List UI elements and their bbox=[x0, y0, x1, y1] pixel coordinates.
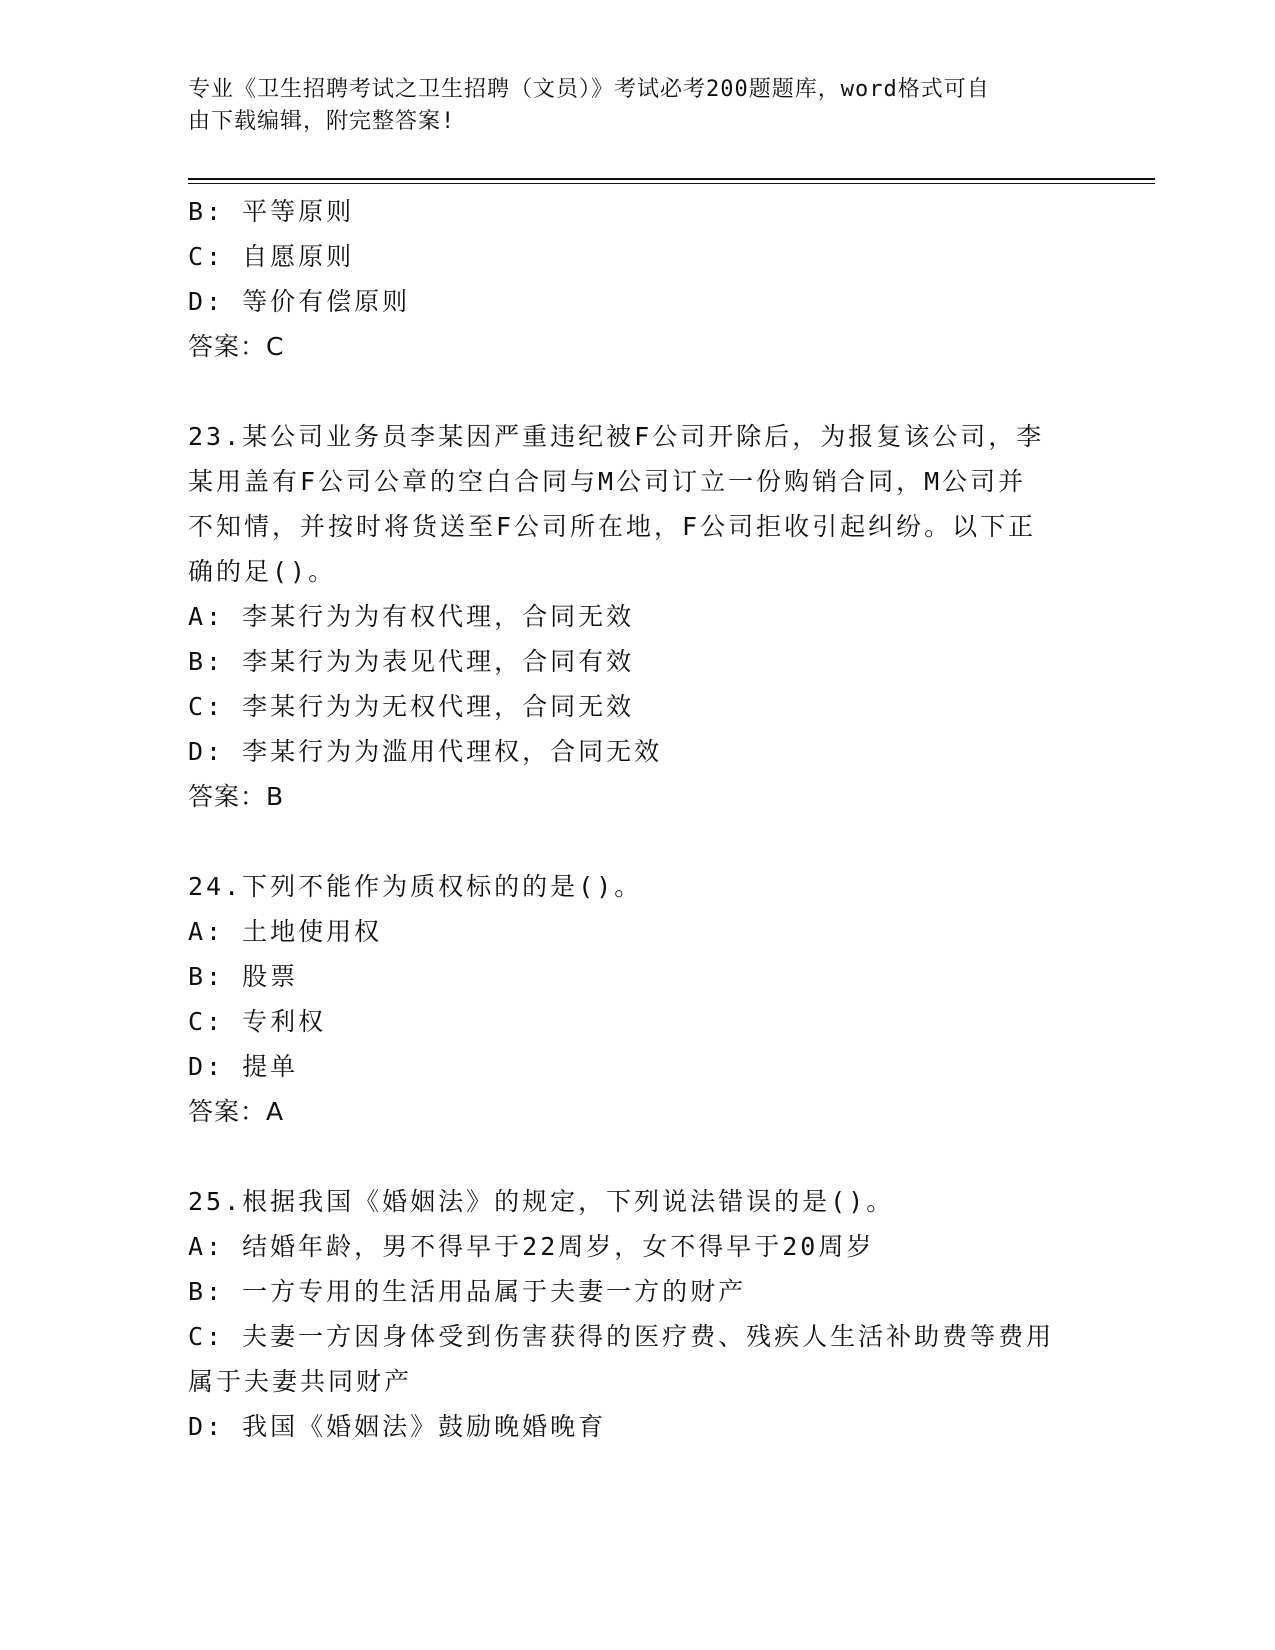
question-stem-line: 23.某公司业务员李某因严重违纪被F公司开除后，为报复该公司，李 bbox=[188, 422, 1045, 451]
option-b: B: 平等原则 bbox=[188, 197, 355, 226]
question-stem-line: 24.下列不能作为质权标的的是()。 bbox=[188, 872, 643, 901]
question-stem-line: 不知情，并按时将货送至F公司所在地，F公司拒收引起纠纷。以下正 bbox=[188, 512, 1037, 541]
question-23 bbox=[188, 414, 1088, 819]
spacer bbox=[188, 819, 1088, 864]
question-list bbox=[188, 189, 1088, 1449]
question-stem-line: 某用盖有F公司公章的空白合同与M公司订立一份购销合同，M公司并 bbox=[188, 467, 1027, 496]
answer-label: 答案：A bbox=[188, 1097, 285, 1126]
option-d: D: 我国《婚姻法》鼓励晚婚晚育 bbox=[188, 1412, 607, 1441]
option-c-continued: 属于夫妻共同财产 bbox=[188, 1367, 413, 1396]
option-b: B: 李某行为为表见代理，合同有效 bbox=[188, 647, 635, 676]
question-22-continued bbox=[188, 189, 1088, 369]
question-25 bbox=[188, 1179, 1088, 1449]
spacer bbox=[188, 369, 1088, 414]
option-a: A: 结婚年龄，男不得早于22周岁，女不得早于20周岁 bbox=[188, 1232, 875, 1261]
option-a: A: 李某行为为有权代理，合同无效 bbox=[188, 602, 635, 631]
question-24 bbox=[188, 864, 1088, 1134]
header-divider-thin bbox=[188, 183, 1155, 184]
document-header bbox=[188, 74, 1088, 138]
option-d: D: 李某行为为滥用代理权，合同无效 bbox=[188, 737, 663, 766]
option-b: B: 股票 bbox=[188, 962, 299, 991]
answer-label: 答案：B bbox=[188, 782, 285, 811]
option-c: C: 自愿原则 bbox=[188, 242, 355, 271]
option-c: C: 专利权 bbox=[188, 1007, 327, 1036]
option-c: C: 李某行为为无权代理，合同无效 bbox=[188, 692, 635, 721]
option-a: A: 土地使用权 bbox=[188, 917, 383, 946]
answer-label: 答案：C bbox=[188, 332, 285, 361]
header-line-2: 由下载编辑，附完整答案! bbox=[188, 109, 456, 134]
spacer bbox=[188, 1134, 1088, 1179]
header-divider-thick bbox=[188, 178, 1155, 180]
option-b: B: 一方专用的生活用品属于夫妻一方的财产 bbox=[188, 1277, 747, 1306]
option-c: C: 夫妻一方因身体受到伤害获得的医疗费、残疾人生活补助费等费用 bbox=[188, 1322, 1055, 1351]
header-line-1: 专业《卫生招聘考试之卫生招聘（文员）》考试必考200题题库，word格式可自 bbox=[188, 77, 990, 102]
question-stem-line: 确的足()。 bbox=[188, 557, 337, 586]
option-d: D: 等价有偿原则 bbox=[188, 287, 411, 316]
question-stem-line: 25.根据我国《婚姻法》的规定，下列说法错误的是()。 bbox=[188, 1187, 895, 1216]
option-d: D: 提单 bbox=[188, 1052, 299, 1081]
